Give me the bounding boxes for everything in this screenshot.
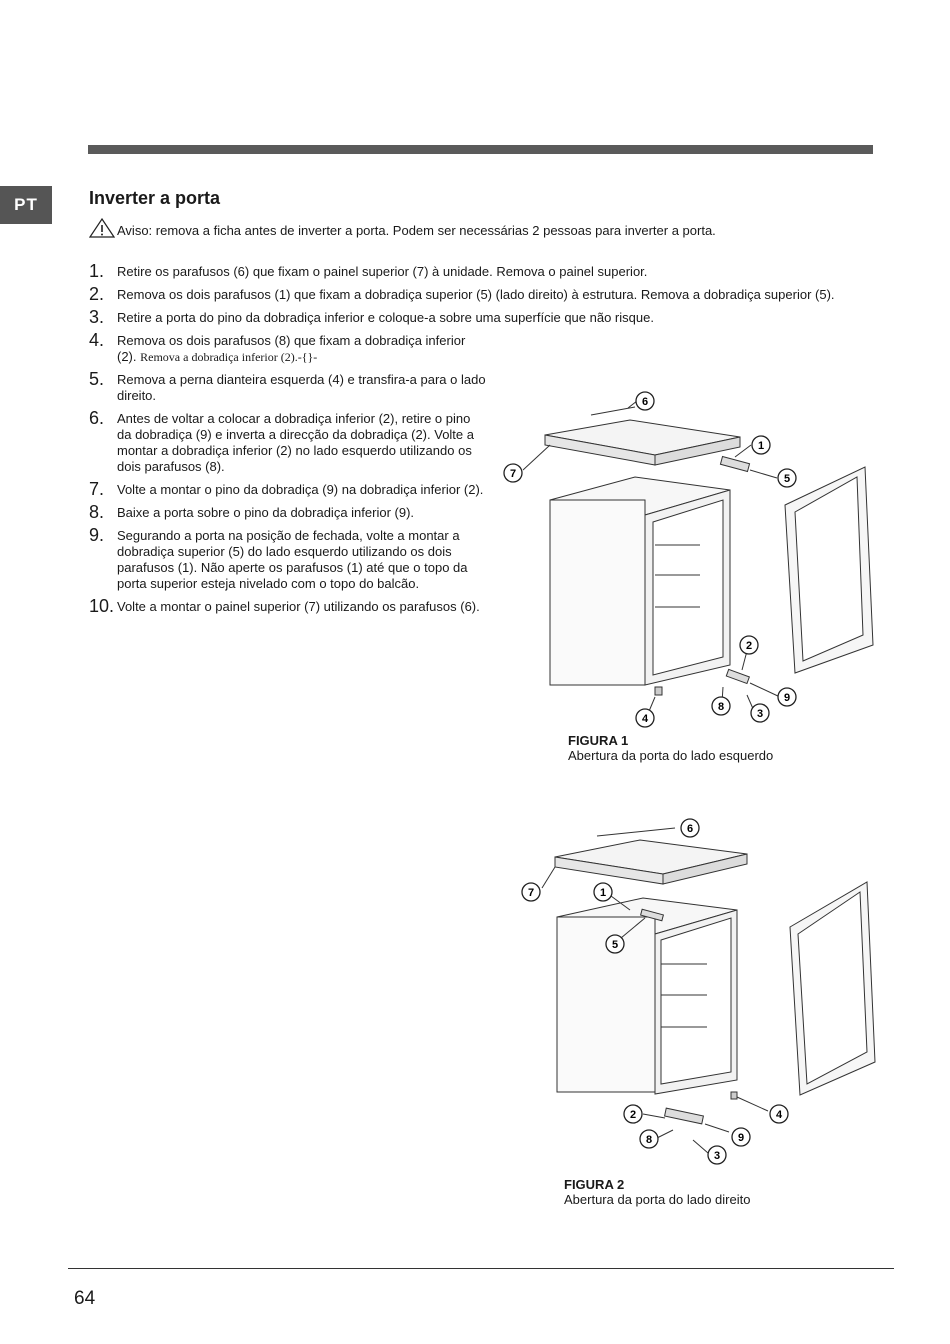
- step-number: 6.: [89, 408, 105, 428]
- callout-number: 6: [686, 823, 694, 835]
- callout-number: 7: [527, 887, 535, 899]
- step-text: Retire a porta do pino da dobradiça inferior e coloque-a sobre uma superfície que não risque.: [117, 310, 654, 325]
- warning-note: [89, 218, 716, 238]
- language-tab: PT: [0, 186, 52, 224]
- step-number: 4.: [89, 330, 105, 350]
- step-item: [89, 331, 849, 365]
- callout-number: 8: [645, 1134, 653, 1146]
- callout-number: 9: [783, 692, 791, 704]
- callout-number: 8: [717, 701, 725, 713]
- step-text: Baixe a porta sobre o pino da dobradiça inferior (9).: [117, 505, 415, 520]
- step-text: Remova a perna dianteira esquerda (4) e transfira-a para o lado direito.: [117, 372, 486, 403]
- callout-number: 3: [713, 1150, 721, 1162]
- figure-2-description: Abertura da porta do lado direito: [564, 1192, 751, 1207]
- callout-number: 3: [756, 708, 764, 720]
- step-item: [89, 262, 849, 280]
- callout-number: 1: [599, 887, 607, 899]
- step-text: Remova os dois parafusos (1) que fixam a dobradiça superior (5) (lado direito) à estrutura. Remova a dobradiça superior (5).: [117, 287, 835, 302]
- step-number: 3.: [89, 307, 105, 327]
- warning-icon: [89, 218, 115, 238]
- callout-number: 1: [757, 440, 765, 452]
- step-number: 10.: [89, 596, 115, 616]
- page-number: 64: [74, 1288, 96, 1309]
- step-extra-text: Remova a dobradiça inferior (2).-{}-: [140, 350, 318, 364]
- callout-number: 5: [611, 939, 619, 951]
- figure-1-diagram: [495, 385, 875, 730]
- header-rule: [88, 145, 873, 154]
- callout-number: 4: [641, 713, 649, 725]
- figure-1-caption: [568, 733, 773, 763]
- step-text: Retire os parafusos (6) que fixam o painel superior (7) à unidade. Remova o painel superior.: [117, 264, 648, 279]
- step-item: [89, 308, 849, 326]
- step-item: [89, 285, 849, 303]
- figure-2-diagram: [515, 812, 880, 1172]
- step-text: Antes de voltar a colocar a dobradiça inferior (2), retire o pino da dobradiça (9) e inverta a direcção da dobradiça (2). Volte a montar a dobradiça inferior (2) no lado esquerdo utilizando os dois parafusos (8).: [117, 411, 474, 474]
- callout-number: 2: [629, 1109, 637, 1121]
- section-title: Inverter a porta: [89, 188, 221, 208]
- step-text: Remova os dois parafusos (8) que fixam a dobradiça inferior (2).: [117, 333, 466, 364]
- callout-number: 6: [641, 396, 649, 408]
- callout-number: 4: [775, 1109, 783, 1121]
- step-text: Volte a montar o painel superior (7) utilizando os parafusos (6).: [117, 599, 480, 614]
- callout-number: 7: [509, 468, 517, 480]
- step-text: Volte a montar o pino da dobradiça (9) na dobradiça inferior (2).: [117, 482, 484, 497]
- step-number: 2.: [89, 284, 105, 304]
- callout-number: 5: [783, 473, 791, 485]
- callout-number: 9: [737, 1132, 745, 1144]
- step-number: 1.: [89, 261, 105, 281]
- figure-1-description: Abertura da porta do lado esquerdo: [568, 748, 774, 763]
- step-number: 5.: [89, 369, 105, 389]
- footer-rule: [68, 1268, 894, 1269]
- step-number: 8.: [89, 502, 105, 522]
- step-text: Segurando a porta na posição de fechada, volte a montar a dobradiça superior (5) do lado esquerdo utilizando os dois parafusos (1). Não aperte os parafusos (1) até que o topo da porta superior esteja nivelado com o topo do balcão.: [117, 528, 468, 591]
- callout-number: 2: [745, 640, 753, 652]
- figure-2-caption: [564, 1177, 750, 1207]
- figure-1-label: FIGURA 1: [568, 733, 629, 748]
- warning-text: Aviso: remova a ficha antes de inverter a porta. Podem ser necessárias 2 pessoas para inverter a porta.: [117, 223, 716, 238]
- step-number: 9.: [89, 525, 105, 545]
- figure-2-label: FIGURA 2: [564, 1177, 625, 1192]
- step-number: 7.: [89, 479, 105, 499]
